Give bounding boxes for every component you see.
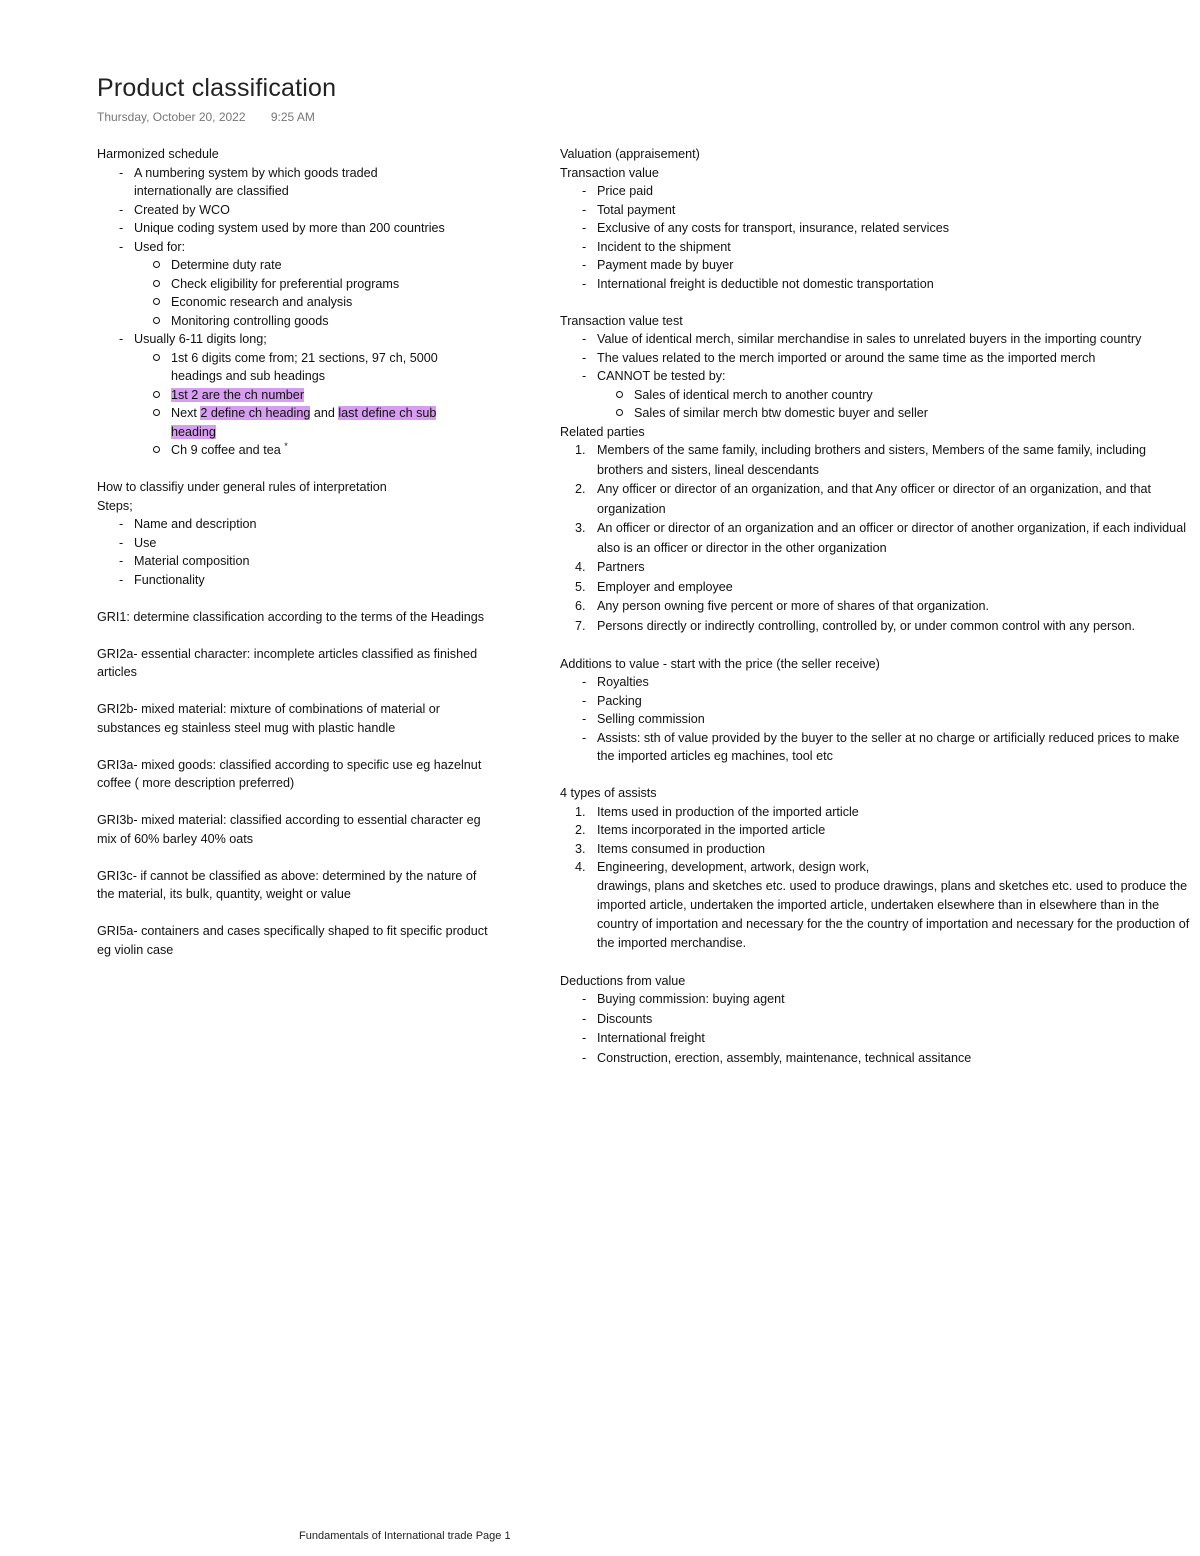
list-item: - Royalties bbox=[560, 673, 1190, 692]
list-item: - Name and description bbox=[97, 515, 497, 534]
list-item bbox=[97, 404, 497, 441]
list-item: - Selling commission bbox=[560, 710, 1190, 729]
list-item: - International freight bbox=[560, 1029, 1190, 1049]
list-item: - Functionality bbox=[97, 571, 497, 590]
gri-2b: GRI2b- mixed material: mixture of combinations of material or substances eg stainless steel mug with plastic handle bbox=[97, 702, 440, 735]
assists-list bbox=[560, 803, 1190, 954]
list-item bbox=[560, 858, 1190, 953]
list-item: - Buying commission: buying agent bbox=[560, 990, 1190, 1010]
list-item: Sales of similar merch btw domestic buyer and seller bbox=[560, 404, 1190, 423]
gri-3b: GRI3b- mixed material: classified according to essential character eg mix of 60% barley 40% oats bbox=[97, 813, 481, 846]
list-item: - Assists: sth of value provided by the buyer to the seller at no charge or artificially reduced prices to make the imported articles eg machines, tool etc bbox=[560, 729, 1190, 766]
deductions-list bbox=[560, 990, 1190, 1068]
list-item: Items incorporated in the imported article bbox=[597, 823, 826, 837]
list-item: Any officer or director of an organization, and that Any officer or director of an organization, and that organization bbox=[597, 482, 1151, 516]
cannot-list bbox=[597, 386, 1190, 423]
list-item: Persons directly or indirectly controlling, controlled by, or under common control with any person. bbox=[597, 618, 1136, 633]
used-for-label: Used for: bbox=[134, 239, 186, 254]
right-column bbox=[560, 145, 1190, 1068]
page-date: Thursday, October 20, 2022 bbox=[97, 110, 246, 124]
list-item: Determine duty rate bbox=[97, 256, 497, 275]
highlight: last define ch sub heading bbox=[171, 406, 437, 439]
list-item: - Construction, erection, assembly, maintenance, technical assitance bbox=[560, 1049, 1190, 1069]
list-item: - Unique coding system used by more than 200 countries bbox=[97, 219, 497, 238]
list-item: 1st 6 digits come from; 21 sections, 97 ch, 5000 headings and sub headings bbox=[97, 349, 497, 386]
used-for-list bbox=[134, 256, 497, 330]
hs-list bbox=[97, 164, 497, 460]
list-item: - A numbering system by which goods traded internationally are classified bbox=[97, 164, 497, 201]
list-item bbox=[97, 441, 497, 460]
gri-5a: GRI5a- containers and cases specifically shaped to fit specific product eg violin case bbox=[97, 924, 488, 957]
gri-2a: GRI2a- essential character: incomplete articles classified as finished articles bbox=[97, 646, 478, 679]
list-item bbox=[97, 330, 497, 460]
usually-label: Usually 6-11 digits long; bbox=[134, 332, 267, 346]
list-item bbox=[560, 367, 1190, 423]
page-timestamp bbox=[97, 110, 315, 124]
gri-1: GRI1: determine classification according to the terms of the Headings bbox=[97, 609, 485, 624]
list-item: Sales of identical merch to another country bbox=[560, 386, 1190, 405]
page-time: 9:25 AM bbox=[270, 110, 315, 124]
transaction-value-test-heading: Transaction value test bbox=[560, 313, 683, 328]
star-mark: * bbox=[284, 440, 288, 451]
deductions-heading: Deductions from value bbox=[560, 973, 686, 988]
classify-heading: How to classifiy under general rules of interpretation bbox=[97, 480, 387, 494]
list-item bbox=[97, 238, 497, 331]
steps-list bbox=[97, 515, 497, 589]
list-item: Items consumed in production bbox=[597, 841, 766, 856]
highlight: 2 define ch heading bbox=[200, 406, 311, 420]
list-item: - Payment made by buyer bbox=[560, 256, 1190, 275]
additions-list bbox=[560, 673, 1190, 766]
list-item: Check eligibility for preferential programs bbox=[97, 275, 497, 294]
assist-4-label: Engineering, development, artwork, design work, bbox=[597, 860, 870, 874]
steps-label: Steps; bbox=[97, 498, 133, 513]
transaction-value-test-list bbox=[560, 330, 1190, 423]
page-title: Product classification bbox=[97, 74, 337, 102]
list-item: Items used in production of the imported article bbox=[597, 804, 859, 819]
list-item: Partners bbox=[597, 560, 645, 574]
digits-list bbox=[134, 349, 497, 460]
assist-4-continued: drawings, plans and sketches etc. used to produce drawings, plans and sketches etc. used to produce the imported article, undertaken the imported article, undertaken elsewhere than in elsewhere than in the country of importation and necessary for the the country of importation and necessary for the production of the imported merchandise. bbox=[597, 879, 1190, 950]
list-item: - The values related to the merch imported or around the same time as the imported merch bbox=[560, 349, 1190, 368]
list-item: - Discounts bbox=[560, 1010, 1190, 1030]
list-item: Any person owning five percent or more of shares of that organization. bbox=[597, 599, 990, 613]
page-footer: Fundamentals of International trade Page 1 bbox=[299, 1530, 511, 1542]
additions-heading: Additions to value - start with the price (the seller receive) bbox=[560, 656, 880, 671]
gri-3c: GRI3c- if cannot be classified as above: determined by the nature of the material, its bulk, quantity, weight or value bbox=[97, 868, 477, 901]
list-item: Members of the same family, including brothers and sisters, Members of the same family, including brothers and sisters, lineal descendants bbox=[597, 443, 1146, 477]
text: Ch 9 coffee and tea bbox=[171, 443, 281, 457]
valuation-heading: Valuation (appraisement) bbox=[560, 147, 700, 161]
related-parties-heading: Related parties bbox=[560, 424, 645, 439]
related-parties-list bbox=[560, 441, 1190, 636]
list-item: Employer and employee bbox=[597, 579, 733, 594]
list-item: - Value of identical merch, similar merchandise in sales to unrelated buyers in the importing country bbox=[560, 330, 1190, 349]
hs-heading: Harmonized schedule bbox=[97, 147, 219, 161]
assists-heading: 4 types of assists bbox=[560, 786, 657, 800]
highlight: 1st 2 are the ch number bbox=[171, 387, 305, 402]
list-item: - Material composition bbox=[97, 552, 497, 571]
text: Next bbox=[171, 406, 201, 420]
list-item: - International freight is deductible not domestic transportation bbox=[560, 275, 1190, 294]
transaction-value-list bbox=[560, 182, 1190, 293]
list-item: - Incident to the shipment bbox=[560, 238, 1190, 257]
left-column bbox=[97, 145, 497, 959]
list-item: Economic research and analysis bbox=[97, 293, 497, 312]
list-item: - Packing bbox=[560, 692, 1190, 711]
list-item: - Created by WCO bbox=[97, 201, 497, 220]
list-item: An officer or director of an organization and an officer or director of another organization, if each individual also is an officer or director in the other organization bbox=[597, 521, 1186, 555]
list-item: - Exclusive of any costs for transport, insurance, related services bbox=[560, 219, 1190, 238]
list-item: - Total payment bbox=[560, 201, 1190, 220]
text: and bbox=[310, 406, 339, 420]
list-item bbox=[97, 386, 497, 405]
cannot-label: CANNOT be tested by: bbox=[597, 369, 726, 383]
list-item: - Use bbox=[97, 534, 497, 553]
transaction-value-heading: Transaction value bbox=[560, 165, 659, 180]
gri-3a: GRI3a- mixed goods: classified according to specific use eg hazelnut coffee ( more description preferred) bbox=[97, 757, 482, 790]
list-item: - Price paid bbox=[560, 182, 1190, 201]
list-item: Monitoring controlling goods bbox=[97, 312, 497, 331]
